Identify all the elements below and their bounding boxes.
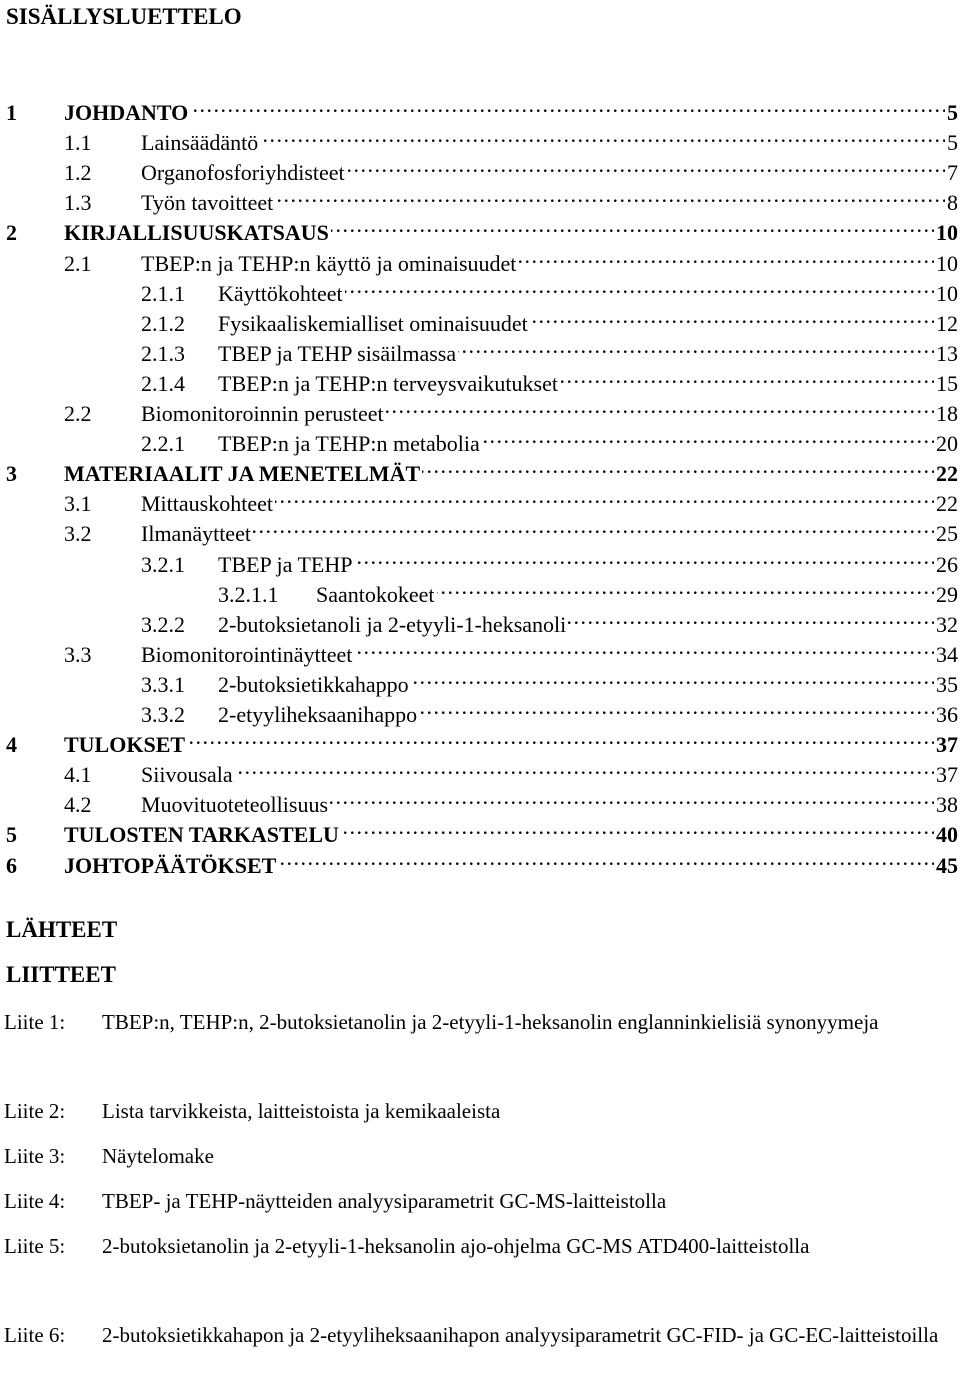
appendix-label: Liite 2: xyxy=(4,1099,66,1123)
toc-entry-label: KIRJALLISUUSKATSAUS xyxy=(64,220,329,246)
toc-entry-page: 35 xyxy=(936,671,958,697)
toc-entry xyxy=(0,331,958,366)
toc-entry-number: 2.2 xyxy=(64,401,92,426)
dot-leader xyxy=(331,210,934,240)
toc-entry-number: 2 xyxy=(6,220,17,246)
appendix-title: Näytelomake xyxy=(102,1144,214,1168)
toc-entry-label: TBEP:n ja TEHP:n käyttö ja ominaisuudet xyxy=(141,250,517,276)
toc-entry-page: 5 xyxy=(947,100,958,125)
toc-entry-number: 1.3 xyxy=(64,190,92,216)
toc-entry-label: Saantokokeet xyxy=(316,581,435,607)
toc-entry xyxy=(0,210,958,246)
dot-leader xyxy=(560,361,934,391)
toc-entry-label: Muovituoteteollisuus xyxy=(141,792,328,818)
toc-entry-label: Siivousala xyxy=(141,762,233,788)
toc-entry-label: JOHDANTO xyxy=(64,100,189,125)
dot-leader xyxy=(518,241,934,271)
appendix-label: Liite 3: xyxy=(4,1144,66,1168)
toc-entry-number: 3.3.2 xyxy=(141,702,185,727)
dot-leader xyxy=(275,481,934,511)
dot-leader xyxy=(341,812,934,842)
appendix-entry xyxy=(4,1089,954,1134)
dot-leader xyxy=(482,421,934,451)
toc-entry xyxy=(0,632,958,667)
toc-entry-label: 2-etyyliheksaanihappo xyxy=(218,702,418,727)
toc-entry-label: JOHTOPÄÄTÖKSET xyxy=(64,852,277,878)
toc-entry-number: 3.1 xyxy=(64,491,92,517)
dot-leader xyxy=(330,782,934,812)
toc-entry xyxy=(0,602,958,637)
dot-leader xyxy=(458,331,934,361)
toc-entry xyxy=(0,481,958,517)
toc-entry xyxy=(0,722,958,758)
toc-entry-page: 10 xyxy=(936,250,958,276)
appendix-entry xyxy=(4,1313,954,1358)
toc-entry-number: 1 xyxy=(6,100,17,125)
appendix-title: Lista tarvikkeista, laitteistoista ja kemikaaleista xyxy=(102,1099,501,1123)
appendices-heading: LIITTEET xyxy=(6,962,116,987)
toc-entry-label: Työn tavoitteet xyxy=(141,190,274,216)
toc-entry-page: 10 xyxy=(936,220,958,246)
toc-entry-label: TBEP ja TEHP xyxy=(218,551,353,577)
toc-entry-number: 1.2 xyxy=(64,160,92,186)
dot-leader xyxy=(568,602,934,632)
toc-entry-page: 37 xyxy=(936,732,958,758)
appendix-title: 2-butoksietanolin ja 2-etyyli-1-heksanolin ajo-ohjelma GC-MS ATD400-laitteistolla xyxy=(102,1234,810,1258)
toc-entry xyxy=(0,752,958,788)
toc-entry-number: 2.1.4 xyxy=(141,370,185,396)
toc-entry xyxy=(0,451,958,487)
toc-entry-page: 45 xyxy=(936,852,958,878)
toc-entry xyxy=(0,662,958,697)
appendix-title: TBEP- ja TEHP-näytteiden analyysiparametrit GC-MS-laitteistolla xyxy=(102,1189,667,1213)
toc-entry-label: TBEP ja TEHP sisäilmassa xyxy=(218,340,457,366)
appendix-label: Liite 1: xyxy=(4,1010,66,1034)
toc-entry-number: 2.1.1 xyxy=(141,280,185,306)
toc-entry-number: 1.1 xyxy=(64,130,92,156)
toc-entry xyxy=(0,301,958,336)
toc-entry xyxy=(0,361,958,396)
dot-leader xyxy=(345,271,934,301)
appendix-label: Liite 6: xyxy=(4,1323,66,1347)
toc-entry-number: 3.2.2 xyxy=(141,611,185,637)
toc-entry xyxy=(0,782,958,818)
appendix-entry xyxy=(4,1224,954,1269)
toc-entry-number: 2.1.3 xyxy=(141,340,185,366)
toc-entry-number: 6 xyxy=(6,852,17,878)
dot-leader xyxy=(437,572,934,602)
toc-entry-number: 3 xyxy=(6,461,17,487)
references-heading: LÄHTEET xyxy=(6,917,118,942)
toc-entry-number: 3.3.1 xyxy=(141,671,185,697)
toc-entry-number: 2.1 xyxy=(64,250,92,276)
toc-entry-label: Fysikaaliskemialliset ominaisuudet xyxy=(218,310,528,336)
toc-entry-number: 4.1 xyxy=(64,762,92,788)
appendix-title: 2-butoksietikkahapon ja 2-etyyliheksaanihapon analyysiparametrit GC-FID- ja GC-EC-laitteistoilla xyxy=(102,1323,939,1347)
toc-entry-page: 22 xyxy=(936,491,958,517)
toc-entry-label: Organofosforiyhdisteet xyxy=(141,160,345,186)
toc-entry-page: 34 xyxy=(936,641,958,667)
toc-entry-page: 7 xyxy=(947,160,958,186)
dot-leader xyxy=(253,511,934,541)
toc-entry xyxy=(0,843,958,878)
dot-leader xyxy=(411,662,934,692)
toc-entry xyxy=(0,180,958,216)
dot-leader xyxy=(530,301,934,331)
appendix-entry xyxy=(4,1134,954,1179)
toc-entry xyxy=(0,812,958,848)
dot-leader xyxy=(187,722,934,752)
appendix-label: Liite 4: xyxy=(4,1189,66,1213)
toc-entry-number: 4.2 xyxy=(64,792,92,818)
toc-entry-label: 2-butoksietanoli ja 2-etyyli-1-heksanoli xyxy=(218,611,567,637)
toc-entry-page: 29 xyxy=(936,581,958,607)
dot-leader xyxy=(260,120,945,150)
toc-entry-label: TBEP:n ja TEHP:n metabolia xyxy=(218,431,480,457)
dot-leader xyxy=(347,150,945,180)
toc-entry-label: Ilmanäytteet xyxy=(141,521,251,547)
toc-entry xyxy=(0,391,958,426)
appendix-entry xyxy=(4,1179,954,1224)
dot-leader xyxy=(419,692,934,722)
dot-leader xyxy=(422,451,934,481)
dot-leader xyxy=(278,843,934,873)
dot-leader xyxy=(275,180,945,210)
toc-entry-label: TULOSTEN TARKASTELU xyxy=(64,822,339,848)
toc-entry xyxy=(0,90,958,125)
toc-entry xyxy=(0,692,958,727)
toc-entry-number: 3.2 xyxy=(64,521,92,547)
toc-entry-label: TULOKSET xyxy=(64,732,186,758)
toc-entry xyxy=(0,150,958,186)
dot-leader xyxy=(235,752,934,782)
toc-entry-page: 37 xyxy=(936,762,958,788)
toc-entry-page: 12 xyxy=(936,310,958,336)
toc-entry-page: 36 xyxy=(936,702,958,727)
toc-entry xyxy=(0,542,958,577)
toc-entry-number: 3.2.1.1 xyxy=(218,581,279,607)
toc-entry xyxy=(0,241,958,276)
toc-entry-label: Biomonitorointinäytteet xyxy=(141,641,353,667)
toc-entry-label: MATERIAALIT JA MENETELMÄT xyxy=(64,461,421,487)
dot-leader xyxy=(354,542,934,572)
appendix-entry xyxy=(4,1000,954,1045)
toc-entry-page: 22 xyxy=(936,461,958,487)
toc-entry-page: 26 xyxy=(936,551,958,577)
toc-entry-number: 2.2.1 xyxy=(141,431,185,457)
toc-entry-number: 3.2.1 xyxy=(141,551,185,577)
toc-entry-label: 2-butoksietikkahappo xyxy=(218,671,409,697)
toc-entry-page: 18 xyxy=(936,401,958,426)
appendix-label: Liite 5: xyxy=(4,1234,66,1258)
toc-entry-number: 3.3 xyxy=(64,641,92,667)
toc-entry-page: 5 xyxy=(947,130,958,156)
toc-entry-number: 5 xyxy=(6,822,17,848)
dot-leader xyxy=(386,391,934,421)
toc-entry xyxy=(0,511,958,547)
toc-entry xyxy=(0,572,958,607)
toc-entry-number: 4 xyxy=(6,732,17,758)
toc-entry-label: Mittauskohteet xyxy=(141,491,273,517)
dot-leader xyxy=(354,632,934,662)
toc-entry-label: Käyttökohteet xyxy=(218,280,343,306)
toc-entry xyxy=(0,271,958,306)
toc-entry-page: 32 xyxy=(936,611,958,637)
toc-entry xyxy=(0,120,958,156)
toc-entry-page: 38 xyxy=(936,792,958,818)
toc-entry-label: Lainsäädäntö xyxy=(141,130,259,156)
dot-leader xyxy=(190,90,945,120)
toc-entry-page: 10 xyxy=(936,280,958,306)
toc-entry-page: 15 xyxy=(936,370,958,396)
toc-entry-label: TBEP:n ja TEHP:n terveysvaikutukset xyxy=(218,370,558,396)
appendix-title: TBEP:n, TEHP:n, 2-butoksietanolin ja 2-etyyli-1-heksanolin englanninkielisiä synonyymeja xyxy=(102,1010,879,1034)
toc-entry-page: 13 xyxy=(936,340,958,366)
page-title: SISÄLLYSLUETTELO xyxy=(6,4,242,29)
toc-entry-page: 25 xyxy=(936,521,958,547)
toc-entry-page: 8 xyxy=(947,190,958,216)
toc-entry-number: 2.1.2 xyxy=(141,310,185,336)
toc-entry-page: 40 xyxy=(936,822,958,848)
toc-entry-label: Biomonitoroinnin perusteet xyxy=(141,401,384,426)
toc-entry xyxy=(0,421,958,457)
toc-entry-page: 20 xyxy=(936,431,958,457)
